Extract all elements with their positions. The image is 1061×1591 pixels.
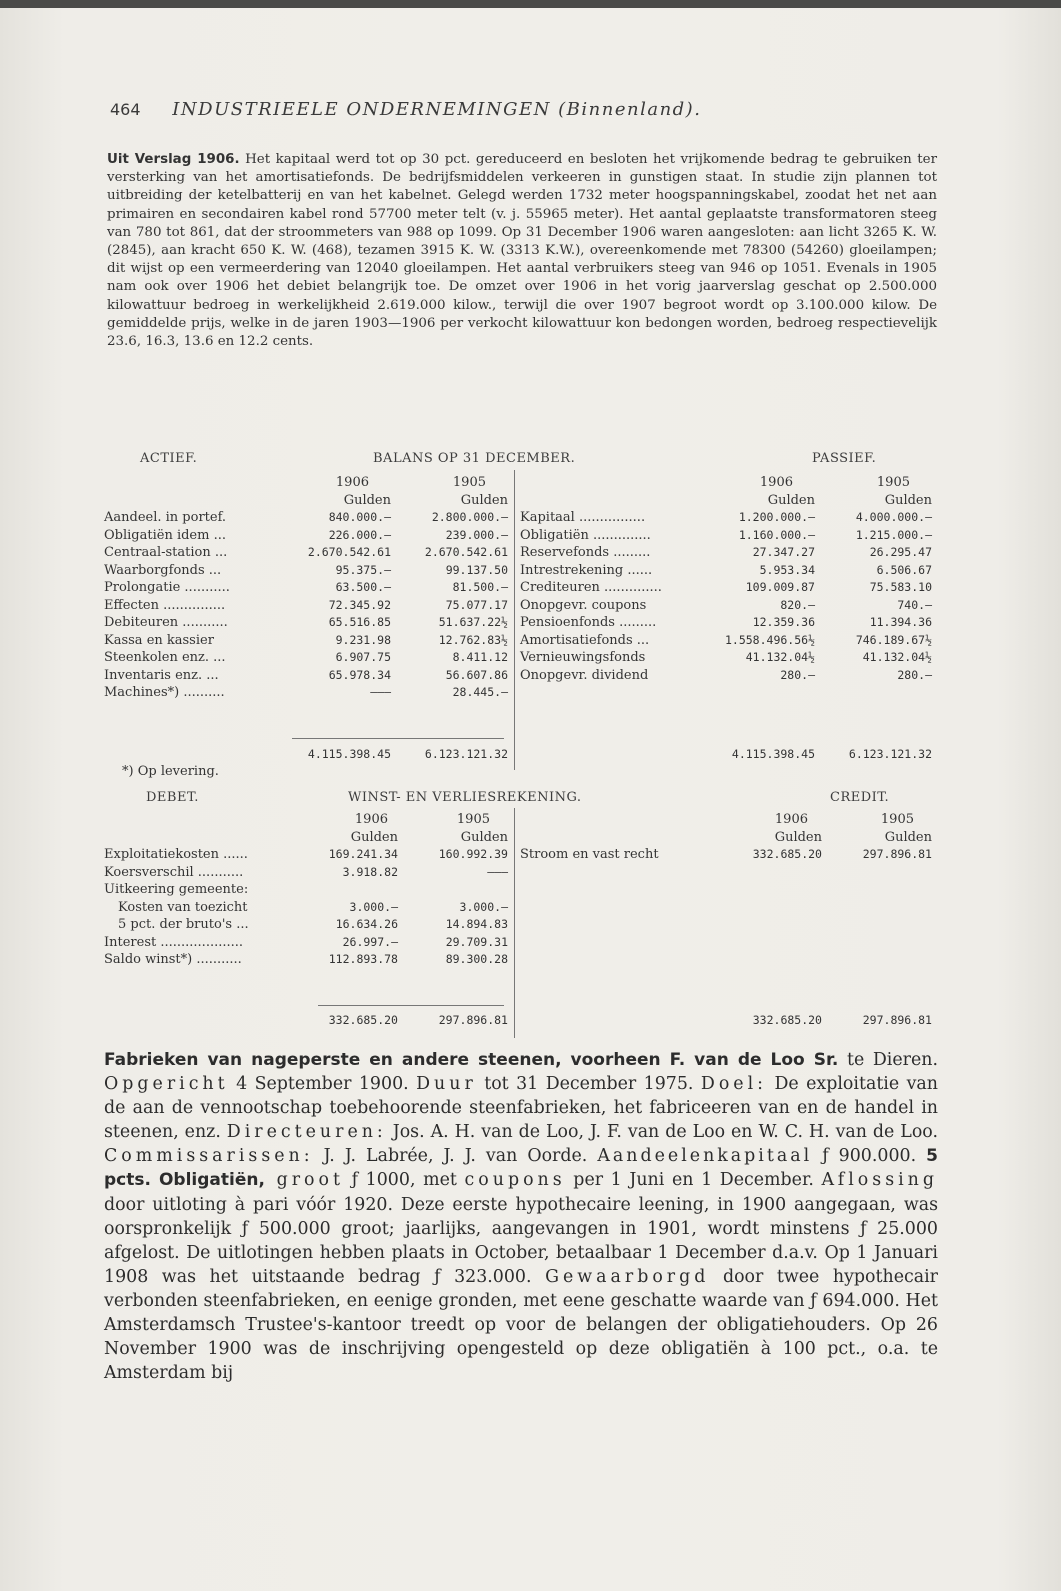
liability-row — [520, 509, 932, 527]
debit-row-label: Kosten van toezicht — [118, 899, 248, 915]
assets-unit-row — [104, 492, 508, 510]
asset-row-label: Debiteuren ........... — [104, 615, 228, 630]
liability-row — [520, 667, 932, 685]
year-1905: 1905 — [876, 475, 910, 490]
unit-label: Gulden — [884, 829, 932, 845]
year-1905: 1905 — [452, 475, 486, 490]
asset-row-value-1906: 95.375.— — [335, 562, 391, 577]
liability-row — [520, 527, 932, 545]
debit-total-1905: 297.896.81 — [438, 1013, 508, 1027]
debit-unit-row — [104, 829, 508, 847]
asset-row-value-1906: 840.000.— — [328, 510, 391, 524]
key-opgericht: Opgericht — [104, 1074, 229, 1095]
column-divider — [514, 808, 515, 1038]
asset-row-value-1905: 56.607.86 — [445, 667, 508, 682]
liability-row-value-1906: 820.— — [780, 597, 815, 612]
asset-row — [104, 614, 508, 632]
debit-row-value-1905: 160.992.39 — [438, 847, 508, 861]
asset-row-value-1906: 72.345.92 — [328, 597, 391, 612]
liability-row-value-1905: 740.— — [897, 597, 932, 612]
liability-row-label: Intrestrekening ...... — [520, 562, 653, 578]
liability-row-label: Onopgevr. dividend — [520, 667, 649, 683]
assets-total-1905: 6.123.121.32 — [424, 747, 508, 761]
credit-row-value-1906: 332.685.20 — [752, 847, 822, 861]
debit-row-value-1906 — [314, 881, 398, 899]
debit-table — [104, 811, 508, 969]
asset-row — [104, 579, 508, 597]
debit-row — [104, 846, 508, 864]
debit-row-value-1905: 14.894.83 — [445, 917, 508, 931]
liability-row — [520, 579, 932, 597]
liability-row — [520, 544, 932, 562]
liability-row-value-1906: 1.160.000.— — [738, 527, 815, 542]
debit-row-label: Saldo winst*) ........... — [104, 952, 242, 967]
value-kapitaal: ƒ 900.000. — [812, 1146, 927, 1167]
liability-row-value-1905: 6.506.67 — [876, 562, 932, 577]
key-commissarissen: Commissarissen: — [104, 1146, 314, 1167]
debit-row-label: Koersverschil ........... — [104, 864, 244, 880]
unit-label: Gulden — [343, 492, 391, 508]
value-duur: tot 31 December 1975. — [476, 1074, 701, 1095]
liability-row-label: Vernieuwingsfonds — [520, 650, 646, 665]
year-1906: 1906 — [759, 475, 793, 490]
asset-row-label: Prolongatie ........... — [104, 580, 230, 595]
debit-row-value-1906: 16.634.26 — [335, 917, 398, 931]
liability-row-value-1906: 12.359.36 — [752, 615, 815, 629]
debit-row — [104, 934, 508, 952]
year-1906: 1906 — [335, 475, 369, 490]
company-location: te Dieren. — [838, 1050, 938, 1070]
balance-title: BALANS OP 31 DECEMBER. — [373, 451, 576, 466]
liability-row-label: Crediteuren .............. — [520, 580, 662, 595]
debit-row-value-1905 — [398, 881, 508, 899]
asset-row — [104, 649, 508, 667]
debit-total-1906: 332.685.20 — [328, 1013, 398, 1027]
debit-row-label: 5 pct. der bruto's ... — [118, 917, 249, 932]
value-doel: De exploitatie van de aan de vennootschap toebehoorende steenfabrieken, het fabriceeren van en de handel in steenen, enz. — [104, 1074, 939, 1143]
asset-row — [104, 632, 508, 650]
debit-row — [104, 916, 508, 934]
asset-row-label: Aandeel. in portef. — [104, 510, 227, 525]
liability-row-value-1906: 109.009.87 — [745, 580, 815, 594]
debit-row-label: Uitkeering gemeente: — [104, 882, 249, 897]
unit-label: Gulden — [350, 829, 398, 845]
liability-row — [520, 614, 932, 632]
asset-row-value-1905: 75.077.17 — [445, 597, 508, 612]
report-text: Het kapitaal werd tot op 30 pct. gereduceerd en besloten het vrijkomende bedrag te gebruiken ter versterking van het amortisatiefonds. De bedrijfsmiddelen verkeeren in gunstigen staat. In studie zijn plannen tot uitbreiding der ketelbatterij en van het kabelnet. Gelegd werden 1732 meter hoogspanningskabel, zoodat het net aan primairen en secondairen kabel rond 57700 meter telt (v. j. 55965 meter). Het aantal geplaatste transformatoren steeg van 780 tot 861, dat der stroommeters van 988 op 1099. Op 31 December 1906 waren aangesloten: aan licht 3265 K. W. (2845), aan kracht 650 K. W. (468), tezamen 3915 K. W. (3313 K.W.), overeenkomende met 78300 (54260) gloeilampen; dit wijst op een vermeerdering van 12040 gloeilampen. Het aantal verbruikers steeg van 946 op 1051. Evenals in 1905 nam ook over 1906 het debiet belangrijk toe. De omzet over 1906 in het vorig jaarverslag geschat op 2.500.000 kilowattuur bedroeg in werkelijkheid 2.619.000 kilow., terwijl die over 1907 begroot wordt op 3.100.000 kilow. De gemiddelde prijs, welke in de jaren 1903—1906 per verkocht kilowattuur kon bedongen worden, bedroeg respectievelijk 23.6, 16.3, 13.6 en 12.2 cents. — [107, 152, 937, 350]
asset-row — [104, 562, 508, 580]
report-paragraph — [107, 151, 937, 351]
asset-row-label: Centraal-station ... — [104, 545, 228, 560]
asset-row — [104, 667, 508, 685]
balance-footnote: *) Op levering. — [122, 764, 219, 779]
liability-row-label: Obligatiën .............. — [520, 527, 651, 543]
key-groot: groot — [264, 1170, 344, 1191]
asset-row-value-1906: 2.670.542.61 — [307, 545, 391, 559]
liabilities-total-1905: 6.123.121.32 — [848, 747, 932, 761]
year-1906: 1906 — [774, 812, 808, 827]
credit-row-value-1905: 297.896.81 — [862, 847, 932, 861]
total-rule — [292, 738, 504, 739]
assets-year-row — [104, 474, 508, 492]
assets-table — [104, 474, 508, 702]
asset-row-value-1906: 6.907.75 — [335, 650, 391, 664]
liability-row-value-1906: 41.132.04½ — [745, 650, 815, 664]
debit-row-value-1906: 169.241.34 — [328, 847, 398, 861]
total-rule — [318, 1005, 504, 1006]
debit-row-value-1905: ——— — [487, 864, 508, 879]
value-groot: ƒ 1000, met — [343, 1170, 465, 1191]
liability-row-value-1906: 27.347.27 — [752, 545, 815, 559]
liability-row-value-1906: 1.558.496.56½ — [724, 632, 815, 647]
value-gewaarborgd: door twee hypothecair verbonden steenfabrieken, en eenige gronden, met eene geschatte waarde van ƒ 694.000. Het Amsterdamsch Trustee's-kantoor treedt op voor de belangen der obligatiehouders. Op 26 November 1900 was de inschrijving opengesteld op deze obligatiën à 100 pct., o.a. te Amsterdam bij — [104, 1266, 938, 1384]
balance-right-label: PASSIEF. — [812, 451, 877, 466]
balance-left-label: ACTIEF. — [140, 451, 198, 466]
debit-row-value-1906: 26.997.— — [342, 934, 398, 949]
liability-row-label: Amortisatiefonds ... — [520, 632, 650, 648]
asset-row-value-1905: 81.500.— — [452, 580, 508, 594]
credit-table — [520, 811, 932, 864]
debit-row-label: Interest .................... — [104, 934, 244, 950]
unit-label: Gulden — [460, 492, 508, 508]
asset-row-value-1905: 239.000.— — [445, 527, 508, 542]
liability-row-value-1905: 75.583.10 — [869, 580, 932, 594]
liability-row — [520, 649, 932, 667]
liability-row-value-1905: 280.— — [897, 667, 932, 682]
debit-row — [104, 881, 508, 899]
liability-row-value-1906: 280.— — [780, 667, 815, 682]
asset-row — [104, 597, 508, 615]
liability-row-value-1905: 11.394.36 — [869, 615, 932, 629]
asset-row-value-1906: 9.231.98 — [335, 632, 391, 647]
asset-row-value-1906: 65.978.34 — [328, 667, 391, 682]
debit-row-value-1905: 29.709.31 — [445, 934, 508, 949]
debit-row-value-1905: 89.300.28 — [445, 952, 508, 966]
asset-row-label: Effecten ............... — [104, 597, 226, 613]
debit-row-label: Exploitatiekosten ...... — [104, 847, 248, 862]
liabilities-year-row — [520, 474, 932, 492]
asset-row-label: Kassa en kassier — [104, 632, 214, 648]
company-entry — [104, 1048, 938, 1385]
asset-row-value-1906: ——— — [370, 685, 391, 699]
credit-row — [520, 846, 932, 864]
asset-row-value-1905: 8.411.12 — [452, 650, 508, 664]
scan-border — [0, 0, 1061, 8]
value-coupons: per 1 Juni en 1 December. — [565, 1170, 822, 1191]
assets-total — [288, 746, 508, 764]
liability-row-value-1906: 5.953.34 — [759, 562, 815, 577]
asset-row-value-1906: 65.516.85 — [328, 615, 391, 629]
credit-total-1905: 297.896.81 — [862, 1013, 932, 1027]
value-commissarissen: J. J. Labrée, J. J. van Oorde. — [313, 1146, 598, 1167]
liability-row-label: Reservefonds ......... — [520, 545, 651, 560]
asset-row-value-1905: 2.800.000.— — [431, 510, 508, 524]
asset-row-value-1906: 63.500.— — [335, 580, 391, 594]
liabilities-total-1906: 4.115.398.45 — [731, 747, 815, 761]
debit-row-value-1906: 112.893.78 — [328, 952, 398, 966]
year-1905: 1905 — [456, 812, 490, 827]
asset-row-value-1906: 226.000.— — [328, 527, 391, 542]
credit-unit-row — [520, 829, 932, 847]
assets-total-1906: 4.115.398.45 — [307, 747, 391, 761]
key-directeuren: Directeuren: — [226, 1122, 387, 1143]
debit-year-row — [104, 811, 508, 829]
asset-row-value-1905: 28.445.— — [452, 685, 508, 699]
column-divider — [514, 470, 515, 770]
unit-label: Gulden — [774, 829, 822, 845]
asset-row — [104, 544, 508, 562]
liability-row-value-1905: 26.295.47 — [869, 545, 932, 559]
key-duur: Duur — [416, 1074, 477, 1095]
year-1905: 1905 — [880, 812, 914, 827]
liabilities-unit-row — [520, 492, 932, 510]
page-number: 464 — [110, 100, 141, 119]
value-opgericht: 4 September 1900. — [228, 1074, 417, 1095]
unit-label: Gulden — [460, 829, 508, 845]
report-lead: Uit Verslag 1906. — [107, 152, 240, 167]
asset-row-label: Steenkolen enz. ... — [104, 650, 226, 665]
liability-row — [520, 562, 932, 580]
liability-row-value-1905: 4.000.000.— — [855, 510, 932, 524]
liabilities-total — [702, 746, 932, 764]
unit-label: Gulden — [767, 492, 815, 508]
page-header — [110, 99, 940, 120]
debit-total — [314, 1012, 508, 1030]
debit-row — [104, 864, 508, 882]
credit-row-label: Stroom en vast recht — [520, 847, 659, 862]
asset-row — [104, 684, 508, 702]
liability-row — [520, 597, 932, 615]
liability-row-label: Onopgevr. coupons — [520, 597, 647, 613]
page-title: INDUSTRIEELE ONDERNEMINGEN (Binnenland). — [172, 99, 702, 120]
asset-row-label: Machines*) .......... — [104, 685, 225, 700]
unit-label: Gulden — [884, 492, 932, 508]
asset-row-value-1905: 99.137.50 — [445, 562, 508, 577]
asset-row-label: Waarborgfonds ... — [104, 562, 222, 578]
liability-row-value-1905: 41.132.04½ — [862, 650, 932, 664]
key-kapitaal: Aandeelenkapitaal — [597, 1146, 813, 1167]
debit-row — [104, 951, 508, 969]
asset-row-value-1905: 51.637.22½ — [438, 615, 508, 629]
asset-row-label: Inventaris enz. ... — [104, 667, 219, 683]
liability-row-label: Pensioenfonds ......... — [520, 615, 657, 630]
liability-row-label: Kapitaal ................ — [520, 510, 646, 525]
value-directeuren: Jos. A. H. van de Loo, J. F. van de Loo en W. C. H. van de Loo. — [386, 1122, 938, 1143]
credit-total-1906: 332.685.20 — [752, 1013, 822, 1027]
asset-row — [104, 527, 508, 545]
pl-right-label: CREDIT. — [830, 790, 890, 805]
credit-year-row — [520, 811, 932, 829]
asset-row-label: Obligatiën idem ... — [104, 527, 226, 543]
debit-row — [104, 899, 508, 917]
value-aflossing: door uitloting à pari vóór 1920. Deze eerste hypothecaire leening, in 1900 aangegaan, was oorspronkelijk ƒ 500.000 groot; jaarlijks, aangevangen in 1901, wordt minstens ƒ 25.000 afgelost. De uitlotingen hebben plaats in October, betaalbaar 1 December d.a.v. Op 1 Januari 1908 was het uitstaande bedrag ƒ 323.000. — [104, 1194, 938, 1287]
debit-row-value-1906: 3.918.82 — [342, 864, 398, 879]
pl-title: WINST- EN VERLIESREKENING. — [348, 790, 582, 805]
key-doel: Doel: — [700, 1074, 768, 1095]
obligaties-heading: 5 pcts. Obligatiën, — [104, 1146, 939, 1191]
key-gewaarborgd: Gewaarborgd — [545, 1266, 710, 1287]
year-1906: 1906 — [354, 812, 388, 827]
debit-row-value-1905: 3.000.— — [459, 899, 508, 914]
debit-row-value-1906: 3.000.— — [349, 899, 398, 914]
liability-row-value-1906: 1.200.000.— — [738, 510, 815, 524]
credit-total — [730, 1012, 932, 1030]
asset-row-value-1905: 2.670.542.61 — [424, 545, 508, 559]
pl-left-label: DEBET. — [146, 790, 199, 805]
asset-row-value-1905: 12.762.83½ — [438, 632, 508, 647]
key-coupons: coupons — [464, 1170, 566, 1191]
liability-row-value-1905: 1.215.000.— — [855, 527, 932, 542]
asset-row — [104, 509, 508, 527]
liability-row — [520, 632, 932, 650]
company-name: Fabrieken van nageperste en andere steenen, voorheen F. van de Loo Sr. — [104, 1050, 839, 1070]
key-aflossing: Aflossing — [821, 1170, 939, 1191]
liabilities-table — [520, 474, 932, 684]
liability-row-value-1905: 746.189.67½ — [855, 632, 932, 647]
